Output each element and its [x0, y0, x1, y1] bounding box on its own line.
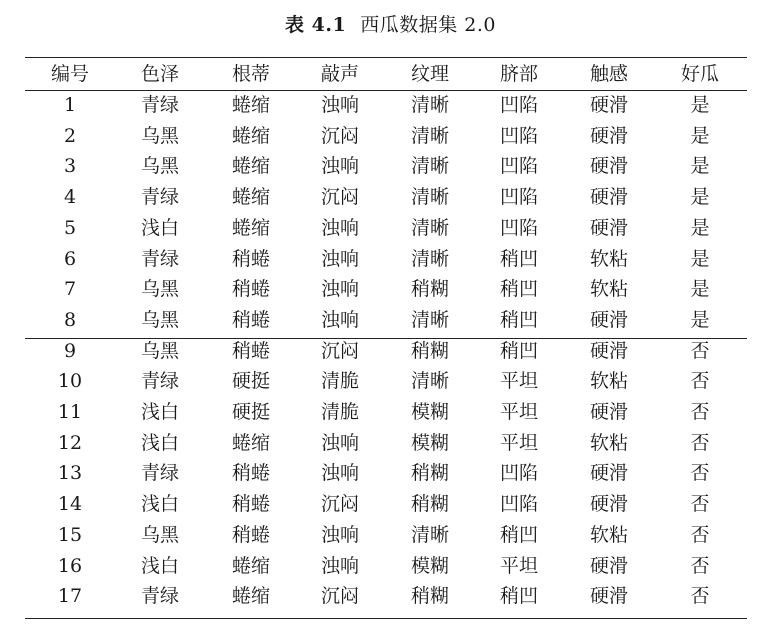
table-cell-color: 浅白 [140, 401, 179, 423]
table-cell-sound: 清脆 [320, 370, 359, 393]
table-cell-good-melon: 否 [690, 462, 710, 485]
table-cell-id: 13 [57, 462, 83, 485]
table-top-rule [25, 57, 747, 58]
table-cell-good-melon: 否 [690, 493, 710, 516]
table-cell-root: 稍蜷 [231, 308, 270, 331]
table-cell-navel: 凹陷 [499, 124, 538, 147]
table-cell-navel: 稍凹 [499, 339, 538, 362]
table-cell-id: 16 [57, 554, 83, 577]
table-cell-root: 蜷缩 [231, 216, 270, 239]
table-cell-touch: 硬滑 [589, 155, 628, 178]
table-cell-good-melon: 是 [690, 155, 710, 178]
table-caption-label: 表 4.1 [285, 14, 347, 36]
table-cell-id: 8 [63, 308, 77, 331]
header-cell-touch: 触感 [589, 63, 628, 85]
table-cell-navel: 凹陷 [499, 462, 538, 485]
table-cell-sound: 沉闷 [320, 339, 359, 362]
table-cell-texture: 清晰 [410, 186, 449, 209]
table-cell-sound: 沉闷 [320, 124, 359, 147]
table-cell-id: 4 [63, 186, 77, 209]
table-cell-texture: 清晰 [410, 124, 449, 147]
table-cell-sound: 浊响 [320, 462, 359, 485]
table-cell-color: 乌黑 [140, 124, 179, 147]
table-caption-title: 西瓜数据集 2.0 [360, 14, 496, 36]
table-cell-touch: 硬滑 [589, 216, 628, 239]
table-cell-texture: 稍糊 [410, 493, 449, 516]
table-cell-texture: 稍糊 [410, 585, 449, 608]
table-cell-color: 青绿 [140, 186, 179, 209]
table-cell-touch: 硬滑 [589, 554, 628, 577]
table-cell-good-melon: 否 [690, 339, 710, 362]
table-cell-touch: 软粘 [589, 278, 628, 301]
table-cell-texture: 清晰 [410, 216, 449, 239]
table-cell-id: 12 [57, 431, 83, 454]
table-cell-color: 乌黑 [140, 155, 179, 178]
table-cell-good-melon: 否 [690, 554, 710, 577]
table-cell-texture: 清晰 [410, 308, 449, 331]
table-cell-id: 15 [57, 523, 83, 546]
table-cell-good-melon: 是 [690, 124, 710, 147]
table-cell-root: 蜷缩 [231, 554, 270, 577]
table-cell-good-melon: 否 [690, 370, 710, 393]
table-cell-color: 浅白 [140, 216, 179, 239]
table-cell-id: 14 [57, 493, 83, 516]
table-cell-touch: 软粘 [589, 431, 628, 454]
table-cell-sound: 浊响 [320, 523, 359, 546]
table-cell-color: 浅白 [140, 554, 179, 577]
table-cell-navel: 凹陷 [499, 186, 538, 209]
table-cell-root: 稍蜷 [231, 493, 270, 516]
table-cell-sound: 浊响 [320, 278, 359, 301]
table-cell-id: 10 [57, 370, 83, 393]
table-cell-root: 稍蜷 [231, 462, 270, 485]
table-cell-id: 7 [63, 278, 77, 301]
table-cell-color: 乌黑 [140, 523, 179, 546]
table-cell-good-melon: 否 [690, 401, 710, 423]
table-cell-good-melon: 是 [690, 308, 710, 331]
table-cell-color: 乌黑 [140, 278, 179, 301]
header-cell-root: 根蒂 [231, 63, 270, 85]
table-cell-navel: 稍凹 [499, 523, 538, 546]
table-cell-navel: 平坦 [499, 554, 538, 577]
table-cell-touch: 硬滑 [589, 493, 628, 516]
table-cell-sound: 浊响 [320, 554, 359, 577]
table-cell-root: 蜷缩 [231, 431, 270, 454]
table-cell-sound: 沉闷 [320, 186, 359, 209]
table-cell-navel: 凹陷 [499, 493, 538, 516]
table-cell-id: 9 [63, 339, 77, 362]
table-cell-sound: 清脆 [320, 401, 359, 423]
table-cell-color: 乌黑 [140, 339, 179, 362]
table-cell-touch: 软粘 [589, 370, 628, 393]
table-cell-color: 青绿 [140, 585, 179, 608]
table-cell-color: 青绿 [140, 94, 179, 116]
header-cell-texture: 纹理 [410, 63, 449, 85]
table-cell-id: 6 [63, 247, 77, 270]
table-cell-color: 青绿 [140, 462, 179, 485]
table-cell-root: 稍蜷 [231, 247, 270, 270]
table-cell-color: 浅白 [140, 431, 179, 454]
table-cell-sound: 浊响 [320, 216, 359, 239]
table-cell-sound: 沉闷 [320, 585, 359, 608]
table-cell-root: 硬挺 [231, 370, 270, 393]
table-cell-touch: 硬滑 [589, 186, 628, 209]
table-cell-touch: 硬滑 [589, 308, 628, 331]
table-cell-texture: 清晰 [410, 94, 449, 116]
table-cell-navel: 稍凹 [499, 247, 538, 270]
table-cell-root: 稍蜷 [231, 523, 270, 546]
table-cell-id: 2 [63, 124, 77, 147]
table-cell-touch: 硬滑 [589, 462, 628, 485]
table-cell-root: 硬挺 [231, 401, 270, 423]
table-cell-navel: 凹陷 [499, 155, 538, 178]
table-cell-navel: 平坦 [499, 370, 538, 393]
table-cell-navel: 平坦 [499, 401, 538, 423]
table-cell-touch: 硬滑 [589, 339, 628, 362]
table-cell-sound: 沉闷 [320, 493, 359, 516]
table-cell-id: 11 [57, 401, 83, 423]
table-cell-navel: 平坦 [499, 431, 538, 454]
table-cell-touch: 软粘 [589, 247, 628, 270]
header-cell-good-melon: 好瓜 [680, 63, 719, 85]
table-cell-texture: 清晰 [410, 155, 449, 178]
table-cell-color: 浅白 [140, 493, 179, 516]
table-cell-good-melon: 是 [690, 247, 710, 270]
table-cell-touch: 硬滑 [589, 94, 628, 116]
table-cell-navel: 稍凹 [499, 585, 538, 608]
table-header-rule [25, 90, 747, 91]
table-cell-root: 蜷缩 [231, 94, 270, 116]
table-cell-good-melon: 否 [690, 523, 710, 546]
table-cell-sound: 浊响 [320, 247, 359, 270]
table-cell-id: 5 [63, 216, 77, 239]
table-cell-sound: 浊响 [320, 308, 359, 331]
table-cell-texture: 清晰 [410, 370, 449, 393]
table-cell-good-melon: 是 [690, 94, 710, 116]
table-cell-id: 17 [57, 585, 83, 608]
table-cell-navel: 凹陷 [499, 94, 538, 116]
table-cell-id: 1 [63, 94, 77, 116]
table-cell-texture: 模糊 [410, 431, 449, 454]
table-cell-navel: 稍凹 [499, 308, 538, 331]
table-caption [0, 10, 781, 37]
table-cell-root: 蜷缩 [231, 186, 270, 209]
table-cell-good-melon: 否 [690, 431, 710, 454]
header-cell-color: 色泽 [140, 63, 179, 85]
table-cell-id: 3 [63, 155, 77, 178]
table-cell-color: 青绿 [140, 370, 179, 393]
table-cell-texture: 模糊 [410, 401, 449, 423]
table-cell-root: 稍蜷 [231, 278, 270, 301]
table-cell-good-melon: 是 [690, 278, 710, 301]
table-cell-sound: 浊响 [320, 431, 359, 454]
table-cell-touch: 硬滑 [589, 124, 628, 147]
table-cell-touch: 软粘 [589, 523, 628, 546]
table-cell-texture: 稍糊 [410, 462, 449, 485]
table-cell-sound: 浊响 [320, 155, 359, 178]
table-cell-root: 蜷缩 [231, 124, 270, 147]
table-cell-root: 蜷缩 [231, 585, 270, 608]
table-cell-sound: 浊响 [320, 94, 359, 116]
table-cell-color: 青绿 [140, 247, 179, 270]
table-cell-texture: 清晰 [410, 247, 449, 270]
table-cell-texture: 稍糊 [410, 339, 449, 362]
header-cell-navel: 脐部 [499, 63, 538, 85]
table-cell-root: 稍蜷 [231, 339, 270, 362]
table-cell-root: 蜷缩 [231, 155, 270, 178]
table-cell-touch: 硬滑 [589, 401, 628, 423]
table-cell-texture: 模糊 [410, 554, 449, 577]
table-cell-navel: 稍凹 [499, 278, 538, 301]
table-bottom-rule [25, 618, 747, 619]
table-cell-good-melon: 否 [690, 585, 710, 608]
table-cell-texture: 清晰 [410, 523, 449, 546]
table-cell-navel: 凹陷 [499, 216, 538, 239]
header-cell-id: 编号 [50, 63, 89, 85]
table-cell-good-melon: 是 [690, 186, 710, 209]
table-cell-touch: 硬滑 [589, 585, 628, 608]
header-cell-sound: 敲声 [320, 63, 359, 85]
table-cell-good-melon: 是 [690, 216, 710, 239]
table-cell-color: 乌黑 [140, 308, 179, 331]
table-cell-texture: 稍糊 [410, 278, 449, 301]
